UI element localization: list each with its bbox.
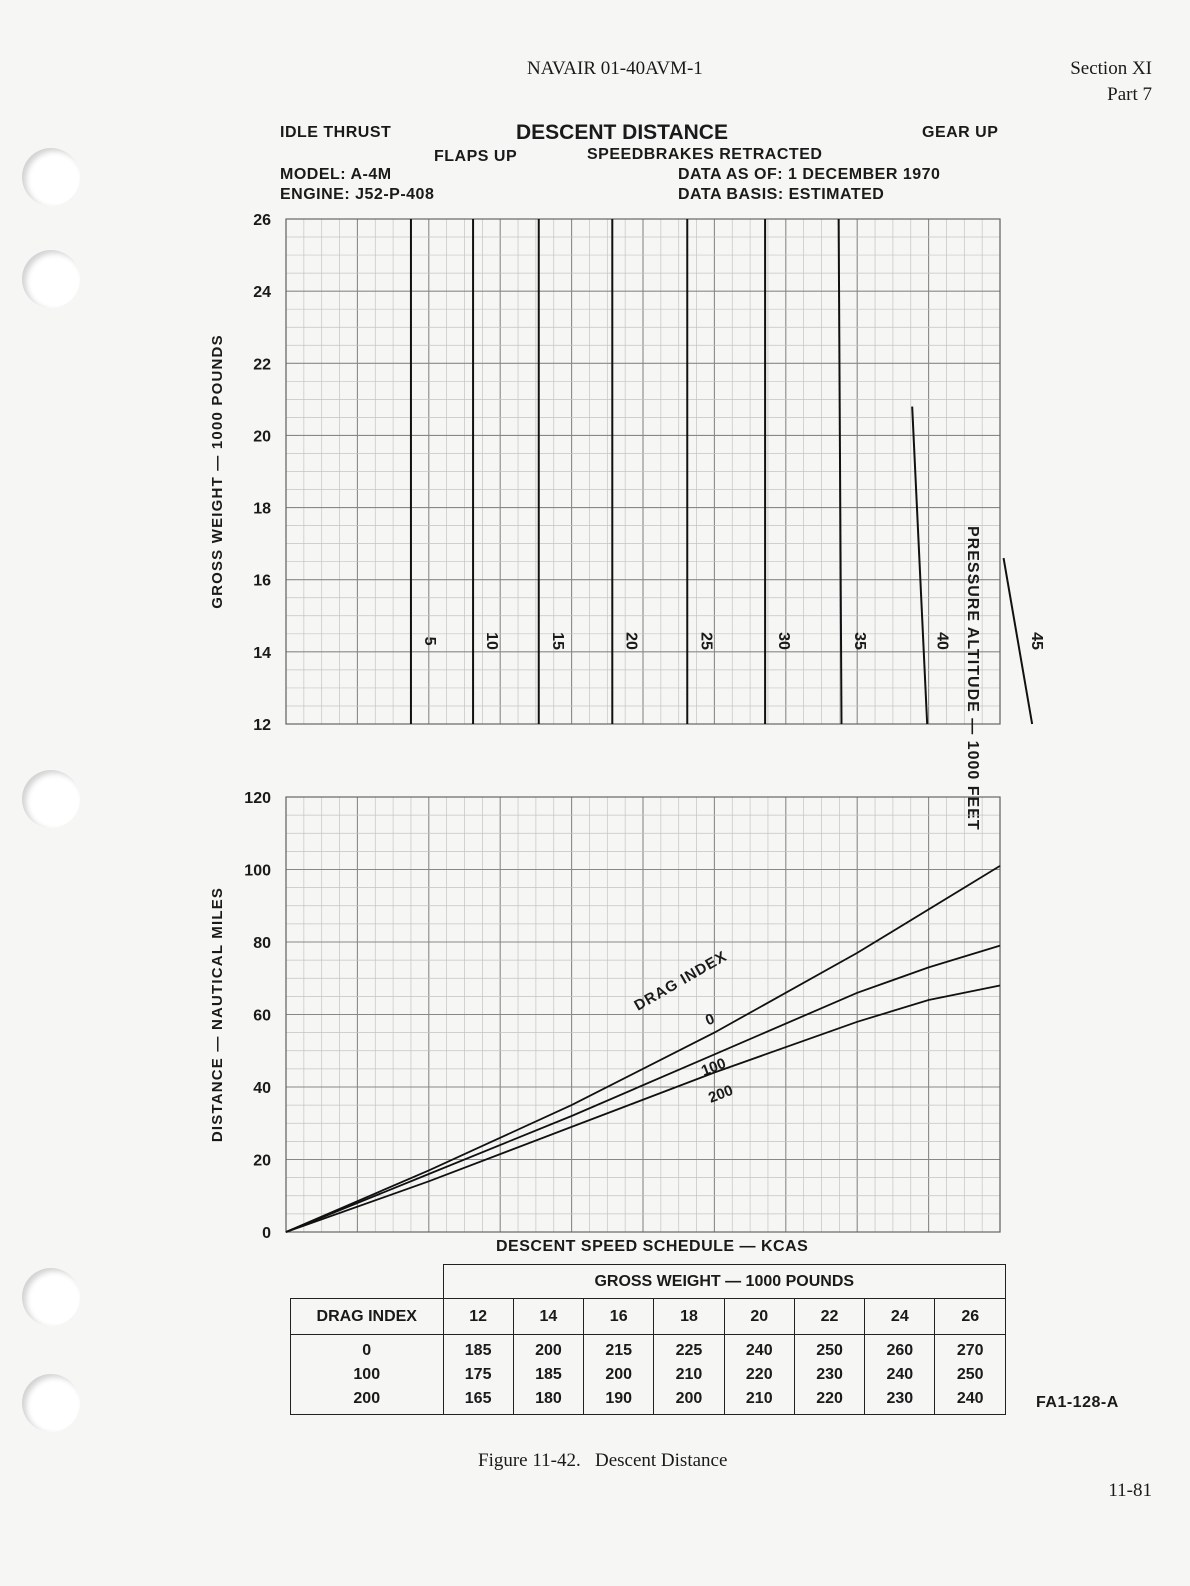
table-cell: 210 bbox=[675, 1365, 703, 1383]
speed-cell bbox=[443, 1335, 513, 1415]
figure-code: FA1-128-A bbox=[1036, 1394, 1119, 1411]
data-as-of: DATA AS OF: 1 DECEMBER 1970 bbox=[678, 166, 941, 183]
y-axis-label: GROSS WEIGHT — 1000 POUNDS bbox=[209, 334, 226, 609]
table-column-header: 16 bbox=[584, 1299, 654, 1335]
y-tick-label: 40 bbox=[253, 1080, 271, 1097]
table-column-header: 20 bbox=[724, 1299, 794, 1335]
y-tick-label: 16 bbox=[253, 572, 271, 590]
lower-chart-grid bbox=[286, 797, 1000, 1232]
speed-cell bbox=[654, 1335, 724, 1415]
altitude-label: 10 bbox=[483, 632, 501, 650]
table-cell: 215 bbox=[605, 1341, 633, 1359]
x-axis-label: DESCENT SPEED SCHEDULE — KCAS bbox=[496, 1238, 809, 1255]
table-group-header: GROSS WEIGHT — 1000 POUNDS bbox=[443, 1265, 1006, 1299]
y-tick-label: 26 bbox=[253, 212, 271, 229]
table-cell: 230 bbox=[886, 1389, 914, 1407]
table-column-header: 24 bbox=[865, 1299, 935, 1335]
chart-title: DESCENT DISTANCE bbox=[516, 121, 728, 144]
y-axis-label: DISTANCE — NAUTICAL MILES bbox=[209, 886, 226, 1143]
table-column-header: 14 bbox=[513, 1299, 583, 1335]
altitude-label: 35 bbox=[851, 632, 869, 650]
table-cell: 225 bbox=[675, 1341, 703, 1359]
table-cell: 250 bbox=[816, 1341, 843, 1359]
y-tick-label: 60 bbox=[253, 1007, 271, 1025]
table-cell: 185 bbox=[535, 1365, 562, 1383]
y-tick-label: 80 bbox=[253, 935, 271, 952]
table-cell: 220 bbox=[745, 1365, 773, 1383]
table-cell: 270 bbox=[956, 1341, 984, 1359]
table-cell: 200 bbox=[353, 1389, 381, 1407]
y-tick-label: 14 bbox=[253, 644, 271, 662]
legend-title: DRAG INDEX bbox=[631, 947, 731, 1015]
table-row-header: DRAG INDEX bbox=[291, 1299, 444, 1335]
table-cell: 240 bbox=[956, 1389, 984, 1407]
speed-cell bbox=[513, 1335, 583, 1415]
altitude-label: 5 bbox=[420, 636, 438, 646]
altitude-label: 45 bbox=[1027, 632, 1045, 650]
speedbrake-setting: SPEEDBRAKES RETRACTED bbox=[587, 146, 823, 163]
flaps-setting: FLAPS UP bbox=[434, 148, 518, 165]
y-tick-label: 120 bbox=[244, 790, 271, 807]
table-cell: 260 bbox=[886, 1341, 914, 1359]
altitude-label: 40 bbox=[933, 632, 951, 650]
table-cell: 0 bbox=[362, 1341, 372, 1359]
table-cell: 250 bbox=[956, 1365, 984, 1383]
table-cell: 180 bbox=[535, 1389, 562, 1407]
altitude-line bbox=[912, 407, 927, 724]
table-cell: 220 bbox=[816, 1389, 843, 1407]
drag-index-cell bbox=[291, 1335, 444, 1415]
model-label: MODEL: A-4M bbox=[280, 166, 392, 183]
altitude-line bbox=[1004, 558, 1033, 724]
page-number: 11-81 bbox=[1108, 1480, 1152, 1501]
altitude-label: 25 bbox=[697, 632, 715, 650]
y-tick-label: 20 bbox=[253, 1152, 271, 1170]
y-tick-label: 24 bbox=[253, 284, 271, 302]
table-cell: 200 bbox=[535, 1341, 562, 1359]
upper-chart-grid bbox=[286, 219, 1000, 724]
series-label: 0 bbox=[703, 1010, 718, 1030]
table-cell: 190 bbox=[605, 1389, 633, 1407]
y-tick-label: 0 bbox=[262, 1225, 271, 1242]
y-tick-label: 12 bbox=[253, 717, 271, 734]
y-tick-label: 22 bbox=[253, 356, 271, 374]
series-label: 200 bbox=[706, 1081, 736, 1107]
section-label: Section XI bbox=[1070, 58, 1152, 79]
table-column-header: 12 bbox=[443, 1299, 513, 1335]
data-basis: DATA BASIS: ESTIMATED bbox=[678, 186, 885, 203]
table-column-header: 26 bbox=[935, 1299, 1006, 1335]
family-label: PRESSURE ALTITUDE — 1000 FEET bbox=[964, 526, 981, 831]
altitude-label: 20 bbox=[622, 632, 640, 650]
table-cell: 175 bbox=[464, 1365, 492, 1383]
series-label: 100 bbox=[698, 1054, 729, 1080]
table-cell: 165 bbox=[464, 1389, 492, 1407]
speed-cell bbox=[794, 1335, 864, 1415]
speed-cell bbox=[724, 1335, 794, 1415]
table-column-header: 18 bbox=[654, 1299, 724, 1335]
table-cell: 200 bbox=[605, 1365, 633, 1383]
altitude-label: 30 bbox=[775, 632, 793, 650]
thrust-setting: IDLE THRUST bbox=[280, 124, 392, 141]
engine-label: ENGINE: J52-P-408 bbox=[280, 186, 435, 203]
altitude-label: 15 bbox=[548, 632, 566, 650]
y-tick-label: 20 bbox=[253, 428, 271, 446]
publication-number: NAVAIR 01-40AVM-1 bbox=[527, 58, 703, 79]
table-column-header: 22 bbox=[794, 1299, 864, 1335]
table-cell: 185 bbox=[464, 1341, 492, 1359]
table-cell: 240 bbox=[886, 1365, 914, 1383]
y-tick-label: 100 bbox=[244, 862, 271, 880]
speed-cell bbox=[935, 1335, 1006, 1415]
part-label: Part 7 bbox=[1107, 84, 1152, 105]
y-tick-label: 18 bbox=[253, 500, 271, 518]
speed-cell bbox=[584, 1335, 654, 1415]
table-cell: 200 bbox=[675, 1389, 703, 1407]
gear-setting: GEAR UP bbox=[922, 124, 999, 141]
table-cell: 100 bbox=[353, 1365, 381, 1383]
figure-caption: Figure 11-42. Descent Distance bbox=[478, 1450, 728, 1471]
table-cell: 240 bbox=[745, 1341, 773, 1359]
table-cell: 210 bbox=[745, 1389, 773, 1407]
speed-schedule-table bbox=[290, 1264, 1006, 1415]
speed-cell bbox=[865, 1335, 935, 1415]
table-cell: 230 bbox=[816, 1365, 843, 1383]
